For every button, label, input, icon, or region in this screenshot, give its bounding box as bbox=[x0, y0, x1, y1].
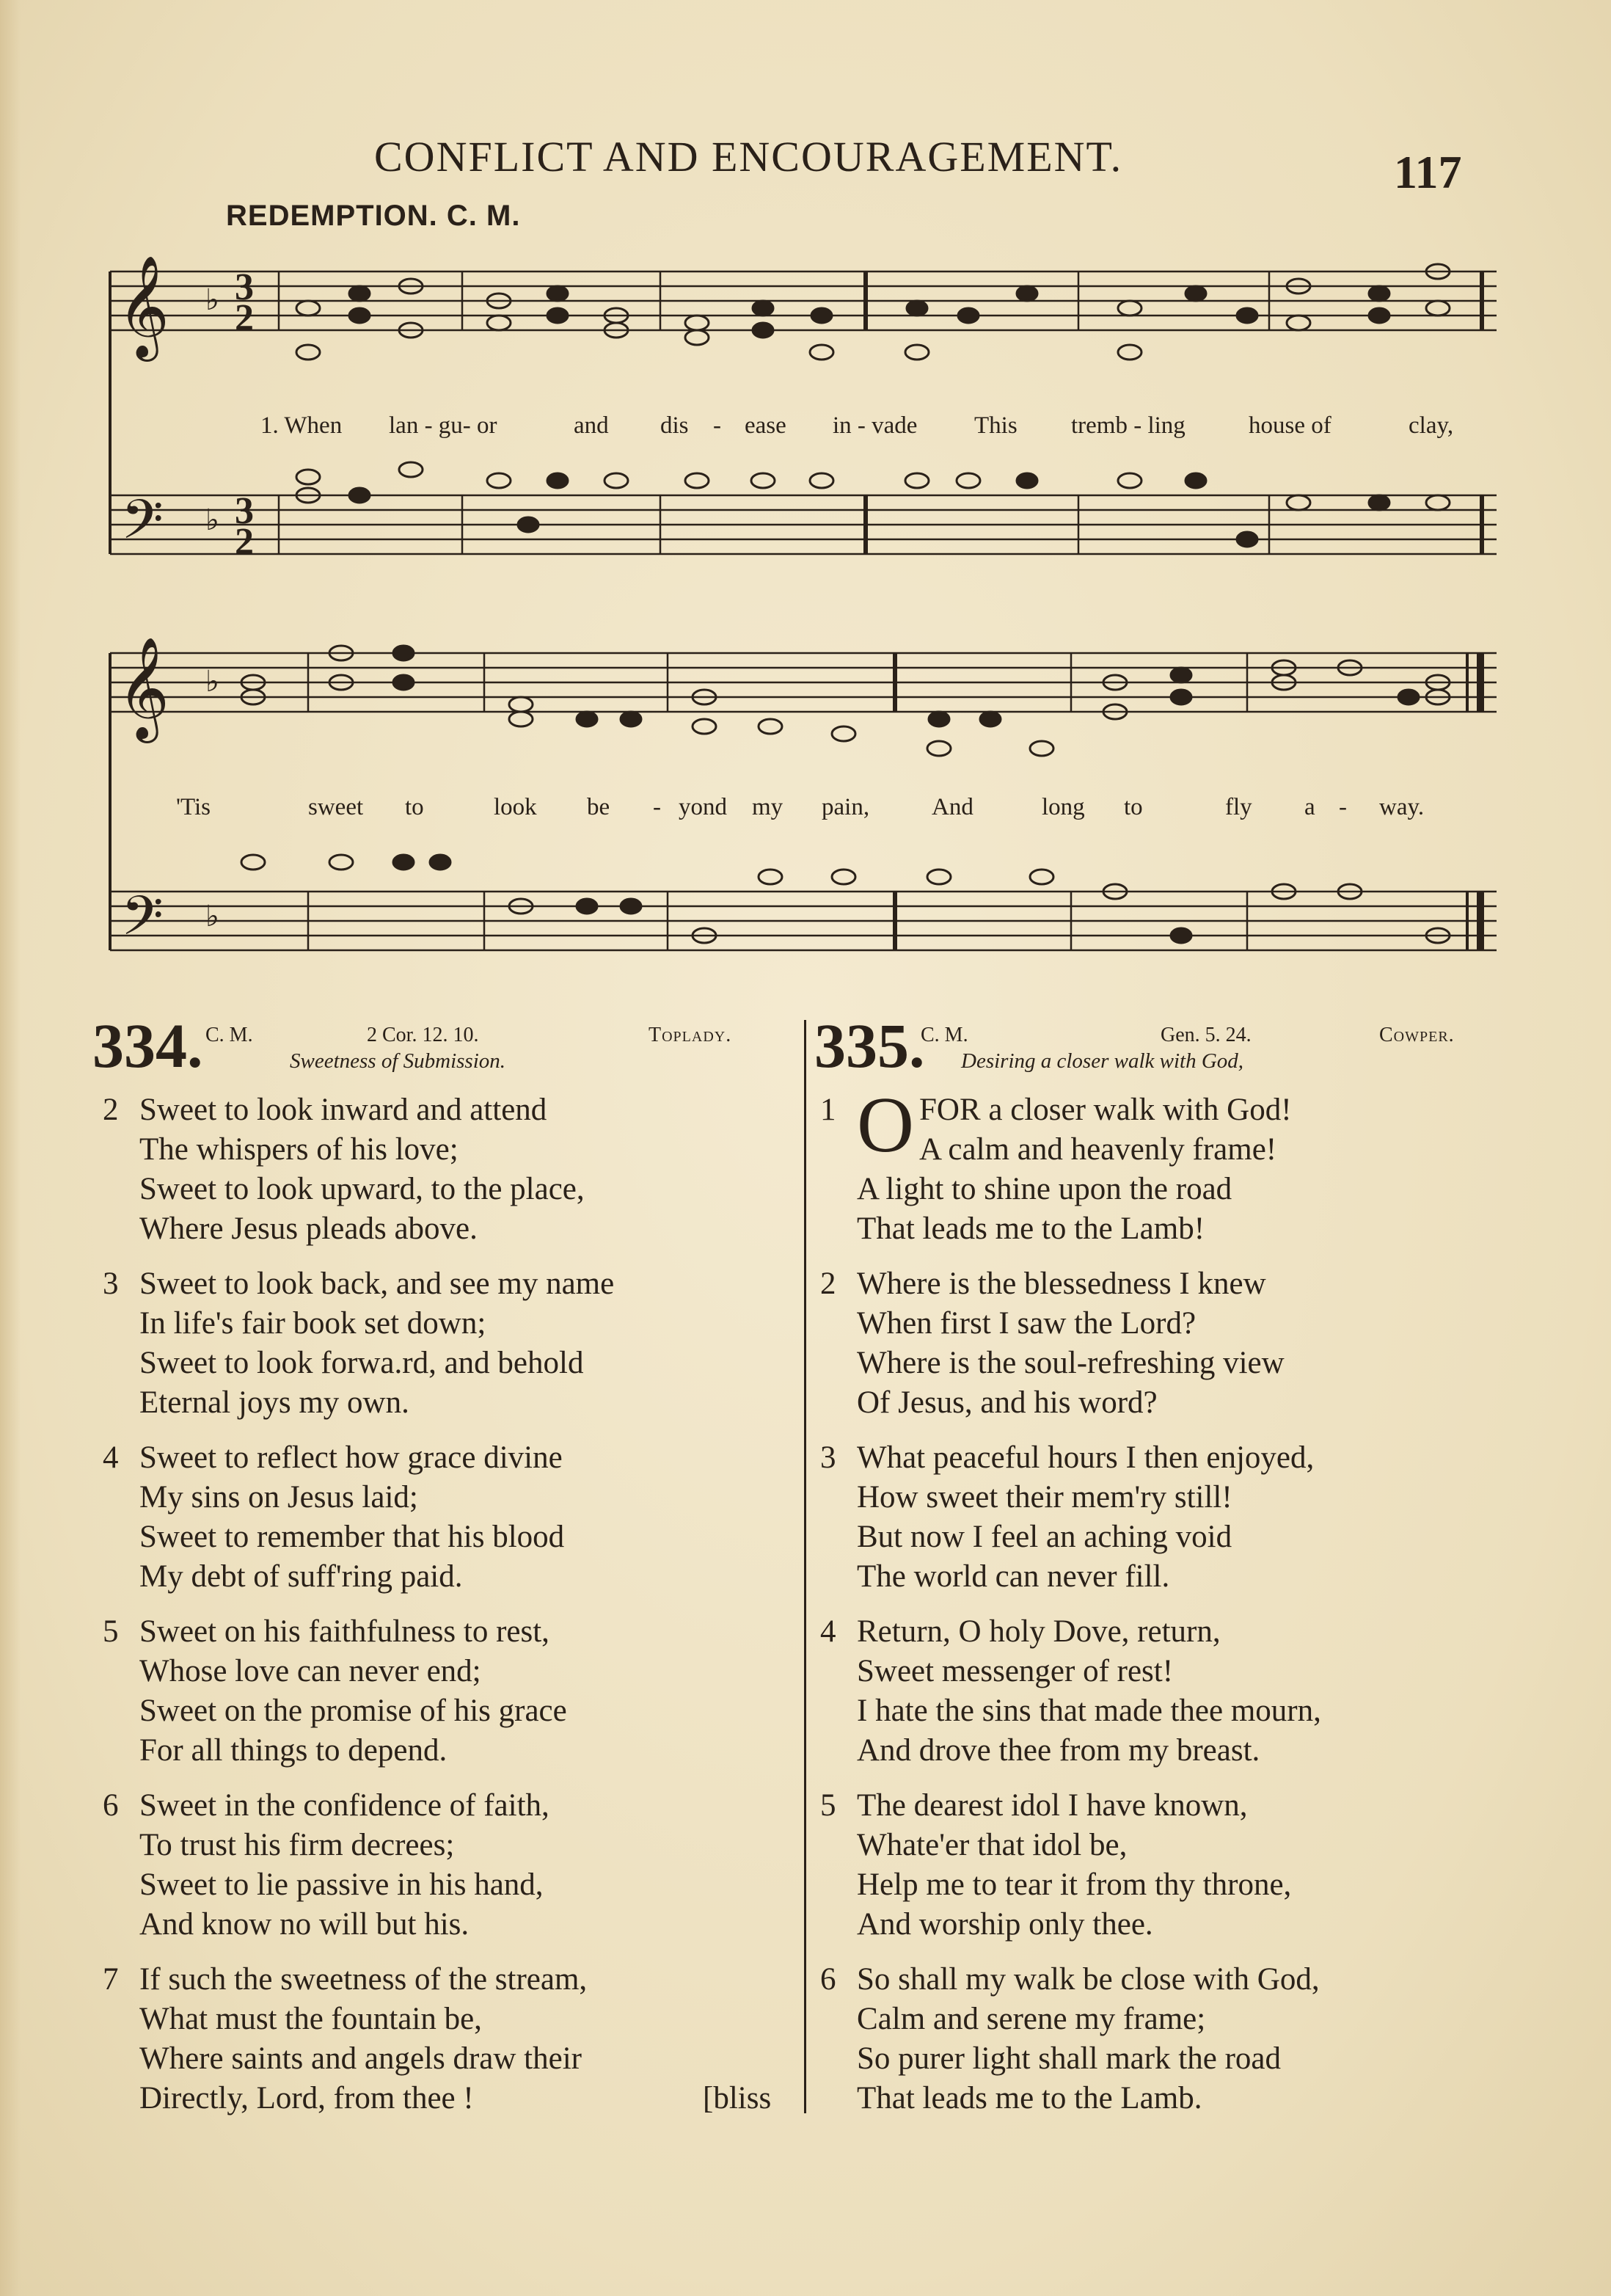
verse-line: That leads me to the Lamb. bbox=[857, 2081, 1202, 2115]
verse-line: Where saints and angels draw their bbox=[139, 2041, 582, 2076]
verse-line: Eternal joys my own. bbox=[139, 1385, 409, 1420]
verse-line: Sweet messenger of rest! bbox=[857, 1654, 1174, 1688]
lyric-syllable: - bbox=[1339, 794, 1347, 820]
lyric-syllable: This bbox=[974, 412, 1018, 439]
running-head: CONFLICT AND ENCOURAGEMENT. bbox=[374, 133, 1123, 181]
verse-line: Whate'er that idol be, bbox=[857, 1828, 1128, 1862]
stanza-number: 6 bbox=[820, 1962, 836, 1997]
lyric-syllable: to bbox=[405, 794, 424, 820]
hymn-author: Toplady. bbox=[649, 1024, 732, 1046]
stanza bbox=[820, 1082, 1524, 1252]
lyric-syllable: - bbox=[713, 412, 721, 439]
lyric-syllable: my bbox=[752, 794, 783, 820]
hymn-subtitle: Desiring a closer walk with God, bbox=[961, 1049, 1244, 1073]
lyric-syllable: house of bbox=[1249, 412, 1331, 439]
lyric-syllable: ease bbox=[745, 412, 786, 439]
verse-line: For all things to depend. bbox=[139, 1733, 448, 1768]
lyric-syllable: And bbox=[932, 794, 973, 820]
verse-line: If such the sweetness of the stream, bbox=[139, 1962, 588, 1997]
verse-line: Help me to tear it from thy throne, bbox=[857, 1867, 1292, 1902]
verse-line: What peaceful hours I then enjoyed, bbox=[857, 1440, 1315, 1475]
svg-text:𝄢: 𝄢 bbox=[121, 884, 164, 961]
stanza-number: 3 bbox=[820, 1440, 836, 1475]
stanza-number: 1 bbox=[820, 1093, 836, 1127]
drop-cap: O bbox=[857, 1082, 914, 1169]
hymn-number: 335. bbox=[814, 1010, 925, 1081]
stanza-number: 5 bbox=[820, 1788, 836, 1823]
stanza bbox=[103, 1090, 792, 1252]
svg-text:𝄞: 𝄞 bbox=[117, 637, 169, 739]
verse-line: Sweet to look inward and attend bbox=[139, 1093, 547, 1127]
stanza-number: 4 bbox=[820, 1614, 836, 1649]
lyric-syllable: 'Tis bbox=[176, 794, 211, 820]
stanza bbox=[820, 1786, 1524, 1947]
lyric-syllable: a bbox=[1304, 794, 1315, 820]
verse-line: I hate the sins that made thee mourn, bbox=[857, 1694, 1321, 1728]
verse-line: In life's fair book set down; bbox=[139, 1306, 486, 1341]
verse-line: When first I saw the Lord? bbox=[857, 1306, 1197, 1341]
verse-line: So purer light shall mark the road bbox=[857, 2041, 1281, 2076]
music-system-1 bbox=[88, 242, 1497, 602]
verse-line: FOR a closer walk with God! bbox=[919, 1093, 1292, 1127]
verse-line: The world can never fill. bbox=[857, 1559, 1170, 1594]
stanza-number: 7 bbox=[103, 1962, 119, 1997]
verse-line: Sweet in the confidence of faith, bbox=[139, 1788, 549, 1823]
verse-line: My sins on Jesus laid; bbox=[139, 1480, 418, 1515]
svg-text:𝄢: 𝄢 bbox=[121, 488, 164, 565]
stanza-number: 6 bbox=[103, 1788, 119, 1823]
stanza bbox=[103, 1612, 792, 1774]
lyric-syllable: be bbox=[587, 794, 610, 820]
lyric-syllable: to bbox=[1124, 794, 1143, 820]
verse-line: Sweet to lie passive in his hand, bbox=[139, 1867, 544, 1902]
verse-line: A light to shine upon the road bbox=[857, 1172, 1232, 1206]
verse-line: Sweet on the promise of his grace bbox=[139, 1694, 567, 1728]
verse-line: To trust his firm decrees; bbox=[139, 1828, 455, 1862]
verse-line: How sweet their mem'ry still! bbox=[857, 1480, 1232, 1515]
svg-text:3: 3 bbox=[235, 266, 254, 308]
verse-line: But now I feel an aching void bbox=[857, 1520, 1232, 1554]
verse-line: The whispers of his love; bbox=[139, 1132, 459, 1167]
stanza bbox=[820, 1264, 1524, 1426]
lyric-syllable: sweet bbox=[308, 794, 364, 820]
verse-line: Calm and serene my frame; bbox=[857, 2002, 1206, 2036]
verse-line: Of Jesus, and his word? bbox=[857, 1385, 1158, 1420]
svg-text:𝄞: 𝄞 bbox=[117, 255, 169, 357]
hymn-number: 334. bbox=[92, 1010, 203, 1081]
lyric-syllable: yond bbox=[679, 794, 727, 820]
lyric-syllable: lan - gu- or bbox=[389, 412, 497, 439]
verse-line: Sweet to look upward, to the place, bbox=[139, 1172, 585, 1206]
verse-line: Sweet to reflect how grace divine bbox=[139, 1440, 563, 1475]
verse-line: That leads me to the Lamb! bbox=[857, 1211, 1205, 1246]
svg-text:♭: ♭ bbox=[205, 283, 219, 317]
stanza bbox=[103, 1438, 792, 1600]
turnover-word: [bliss bbox=[703, 2081, 772, 2115]
verse-line: Return, O holy Dove, return, bbox=[857, 1614, 1221, 1649]
lyric-syllable: in - vade bbox=[833, 412, 918, 439]
verse-line: And drove thee from my breast. bbox=[857, 1733, 1260, 1768]
verse-line: So shall my walk be close with God, bbox=[857, 1962, 1320, 1997]
lyric-syllable: fly bbox=[1225, 794, 1252, 820]
svg-text:♭: ♭ bbox=[205, 900, 219, 933]
scripture-reference: Gen. 5. 24. bbox=[1161, 1024, 1252, 1046]
stanza bbox=[103, 1960, 792, 2121]
stanza bbox=[103, 1786, 792, 1947]
lyric-syllable: long bbox=[1042, 794, 1085, 820]
svg-text:♭: ♭ bbox=[205, 503, 219, 537]
lyric-syllable: tremb - ling bbox=[1071, 412, 1186, 439]
scripture-reference: 2 Cor. 12. 10. bbox=[367, 1024, 479, 1046]
hymn-subtitle: Sweetness of Submission. bbox=[290, 1049, 506, 1073]
stanza-number: 4 bbox=[103, 1440, 119, 1475]
lyric-syllable: clay, bbox=[1409, 412, 1454, 439]
music-system-2 bbox=[88, 624, 1497, 991]
lyric-syllable: pain, bbox=[822, 794, 870, 820]
lyric-syllable: look bbox=[494, 794, 537, 820]
verse-line: Where is the soul-refreshing view bbox=[857, 1346, 1285, 1380]
svg-text:♭: ♭ bbox=[205, 665, 219, 699]
svg-text:2: 2 bbox=[235, 521, 254, 563]
verse-line: And worship only thee. bbox=[857, 1907, 1153, 1942]
verse-line: Sweet to look back, and see my name bbox=[139, 1267, 615, 1301]
verse-line: Sweet to look forwa.rd, and behold bbox=[139, 1346, 584, 1380]
column-divider bbox=[804, 1020, 806, 2113]
stanza bbox=[820, 1438, 1524, 1600]
verse-line: Sweet to remember that his blood bbox=[139, 1520, 565, 1554]
stanza bbox=[103, 1264, 792, 1426]
verse-line: Whose love can never end; bbox=[139, 1654, 481, 1688]
verse-line: Directly, Lord, from thee ! bbox=[139, 2081, 474, 2115]
verse-line: A calm and heavenly frame! bbox=[919, 1132, 1277, 1167]
svg-text:2: 2 bbox=[235, 297, 254, 339]
stanza-number: 3 bbox=[103, 1267, 119, 1301]
verse-line: My debt of suff'ring paid. bbox=[139, 1559, 463, 1594]
verse-line: Where is the blessedness I knew bbox=[857, 1267, 1266, 1301]
page-number: 117 bbox=[1394, 146, 1462, 198]
verse-line: What must the fountain be, bbox=[139, 2002, 482, 2036]
verse-line: Where Jesus pleads above. bbox=[139, 1211, 478, 1246]
hymn-meter: C. M. bbox=[921, 1024, 968, 1046]
stanza-number: 2 bbox=[820, 1267, 836, 1301]
svg-text:3: 3 bbox=[235, 490, 254, 532]
lyric-syllable: way. bbox=[1379, 794, 1425, 820]
verse-line: Sweet on his faithfulness to rest, bbox=[139, 1614, 549, 1649]
hymn-meter: C. M. bbox=[205, 1024, 253, 1046]
page-edge-shadow bbox=[0, 0, 21, 2296]
stanza-number: 5 bbox=[103, 1614, 119, 1649]
stanza-number: 2 bbox=[103, 1093, 119, 1127]
lyric-syllable: dis bbox=[660, 412, 689, 439]
stanza bbox=[820, 1960, 1524, 2121]
stanza bbox=[820, 1612, 1524, 1774]
verse-line: And know no will but his. bbox=[139, 1907, 470, 1942]
hymn-author: Cowper. bbox=[1379, 1024, 1455, 1046]
tune-title: REDEMPTION. C. M. bbox=[226, 200, 521, 232]
lyric-syllable: - bbox=[653, 794, 661, 820]
lyric-syllable: 1. When bbox=[260, 412, 343, 439]
lyric-syllable: and bbox=[574, 412, 609, 439]
verse-line: The dearest idol I have known, bbox=[857, 1788, 1248, 1823]
score-system-2 bbox=[88, 624, 1497, 991]
